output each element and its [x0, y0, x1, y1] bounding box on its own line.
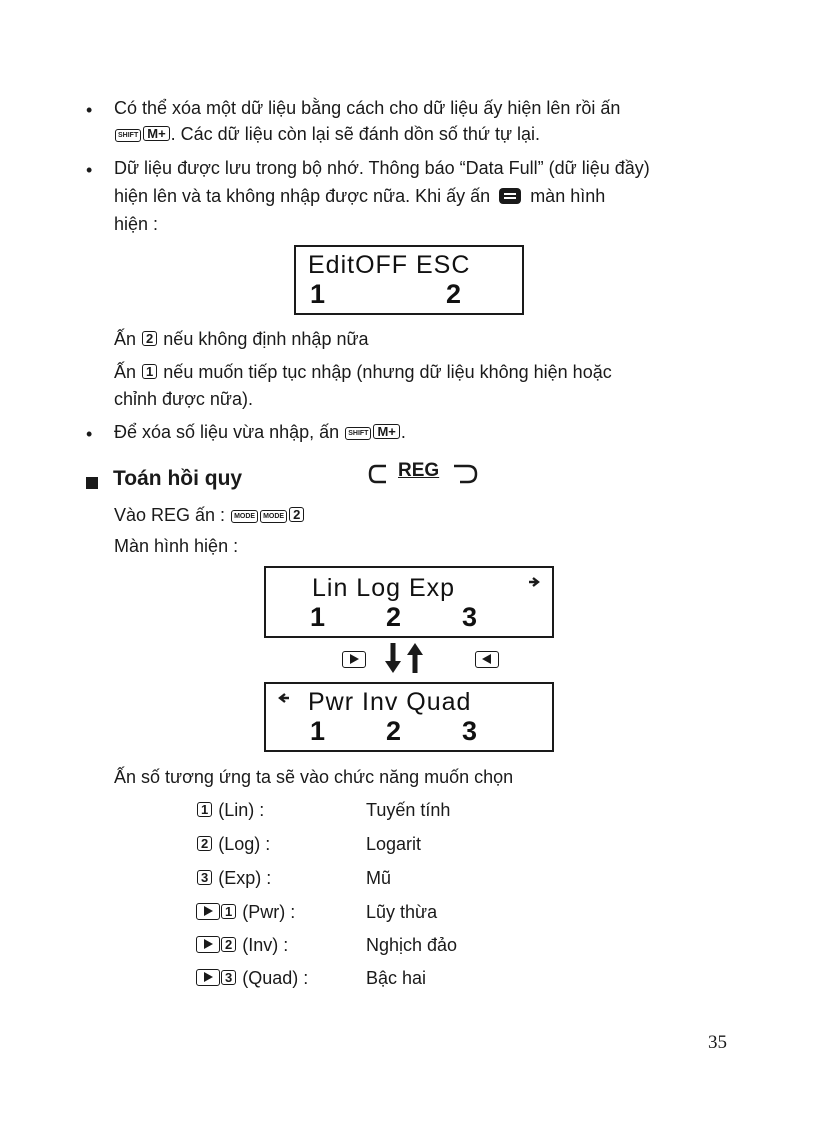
lcd-screen-editoff — [294, 245, 524, 315]
bullet3-post: . — [400, 422, 406, 442]
function-desc: Logarit — [366, 834, 422, 854]
press2-post: nếu không định nhập nữa — [163, 329, 369, 349]
function-key — [196, 800, 264, 821]
right-arrow-key-icon — [342, 651, 366, 668]
function-key — [196, 868, 271, 889]
shift-key: SHIFT — [345, 427, 371, 440]
section-title: Toán hồi quy — [113, 467, 243, 490]
choose-text: Ấn số tương ứng ta sẽ vào chức năng muốn chọn — [114, 767, 514, 787]
function-key — [196, 935, 288, 956]
key-1: 1 — [221, 904, 236, 919]
bullet2-line2-post: màn hình — [530, 186, 606, 206]
lcd-num-1: 1 — [310, 602, 326, 632]
lcd-num-1: 1 — [310, 716, 326, 746]
key-1: 1 — [142, 364, 157, 379]
press1-line2: chỉnh được nữa). — [114, 389, 253, 409]
function-key — [196, 902, 295, 923]
reg-badge-label: REG — [398, 460, 440, 481]
function-desc: Mũ — [366, 868, 392, 888]
function-desc: Tuyến tính — [366, 800, 451, 820]
function-label: (Exp) : — [218, 868, 272, 888]
function-key — [196, 968, 308, 989]
section-square-icon — [86, 477, 98, 489]
press2-line — [114, 329, 369, 350]
bullet2-line2 — [114, 186, 605, 207]
lcd-num-1: 1 — [310, 279, 326, 309]
mplus-key: M+ — [373, 424, 399, 439]
lcd-screen-pwr-inv-quad — [264, 682, 554, 752]
lcd-top-text: Lin Log Exp — [312, 574, 456, 602]
key-2: 2 — [197, 836, 212, 851]
arrow-right-icon — [528, 576, 542, 588]
bullet3-line — [114, 422, 406, 443]
lcd-num-3: 3 — [462, 602, 478, 632]
mplus-key: M+ — [143, 126, 169, 141]
arrow-left-icon — [276, 692, 290, 704]
lcd-screen-lin-log-exp — [264, 566, 554, 638]
up-down-arrows-icon — [380, 641, 430, 675]
function-desc: Bậc hai — [366, 968, 427, 988]
press2-pre: Ấn — [114, 329, 137, 349]
bullet2-line2-pre: hiện lên và ta không nhập được nữa. Khi ấy ấn — [114, 186, 491, 206]
bullet-dot: • — [86, 100, 93, 120]
lcd-num-3: 3 — [462, 716, 478, 746]
lcd-num-2: 2 — [386, 602, 402, 632]
function-label: (Lin) : — [218, 800, 265, 820]
equals-key-icon — [499, 188, 521, 204]
bullet2-line3: hiện : — [114, 214, 159, 234]
function-label: (Log) : — [218, 834, 271, 854]
right-arrow-key-icon — [196, 903, 220, 920]
function-desc: Lũy thừa — [366, 902, 438, 922]
bullet2-line1: Dữ liệu được lưu trong bộ nhớ. Thông báo “Data Full” (dữ liệu đầy) — [114, 158, 650, 178]
function-label: (Inv) : — [242, 935, 289, 955]
function-label: (Quad) : — [242, 968, 309, 988]
left-arrow-key-icon — [475, 651, 499, 668]
enter-reg-line — [114, 505, 305, 526]
right-arrow-key-icon — [196, 969, 220, 986]
key-3: 3 — [221, 970, 236, 985]
key-2: 2 — [289, 507, 304, 522]
screen-label: Màn hình hiện : — [114, 536, 239, 556]
bullet1-line2 — [114, 124, 540, 145]
lcd-top-text: Pwr Inv Quad — [308, 688, 472, 716]
mode-key: MODE — [260, 510, 287, 523]
press1-line1 — [114, 362, 612, 383]
press1-post: nếu muốn tiếp tục nhập (nhưng dữ liệu không hiện hoặc — [163, 362, 612, 382]
bullet-dot: • — [86, 424, 93, 444]
bullet1-line1: Có thể xóa một dữ liệu bằng cách cho dữ liệu ấy hiện lên rồi ấn — [114, 98, 621, 118]
mode-key: MODE — [231, 510, 258, 523]
enter-reg-pre: Vào REG ấn : — [114, 505, 226, 525]
lcd-top-text: EditOFF ESC — [308, 251, 471, 279]
key-2: 2 — [221, 937, 236, 952]
right-arrow-key-icon — [196, 936, 220, 953]
shift-key: SHIFT — [115, 129, 141, 142]
bullet3-pre: Để xóa số liệu vừa nhập, ấn — [114, 422, 340, 442]
press1-pre: Ấn — [114, 362, 137, 382]
function-key — [196, 834, 270, 855]
bullet1-line2-text: . Các dữ liệu còn lại sẽ đánh dồn số thứ tự lại. — [170, 124, 541, 144]
page-number: 35 — [708, 1032, 727, 1053]
key-3: 3 — [197, 870, 212, 885]
key-2: 2 — [142, 331, 157, 346]
bullet-dot: • — [86, 160, 93, 180]
function-desc: Nghịch đảo — [366, 935, 458, 955]
function-label: (Pwr) : — [242, 902, 296, 922]
key-1: 1 — [197, 802, 212, 817]
lcd-num-2: 2 — [446, 279, 462, 309]
lcd-num-2: 2 — [386, 716, 402, 746]
